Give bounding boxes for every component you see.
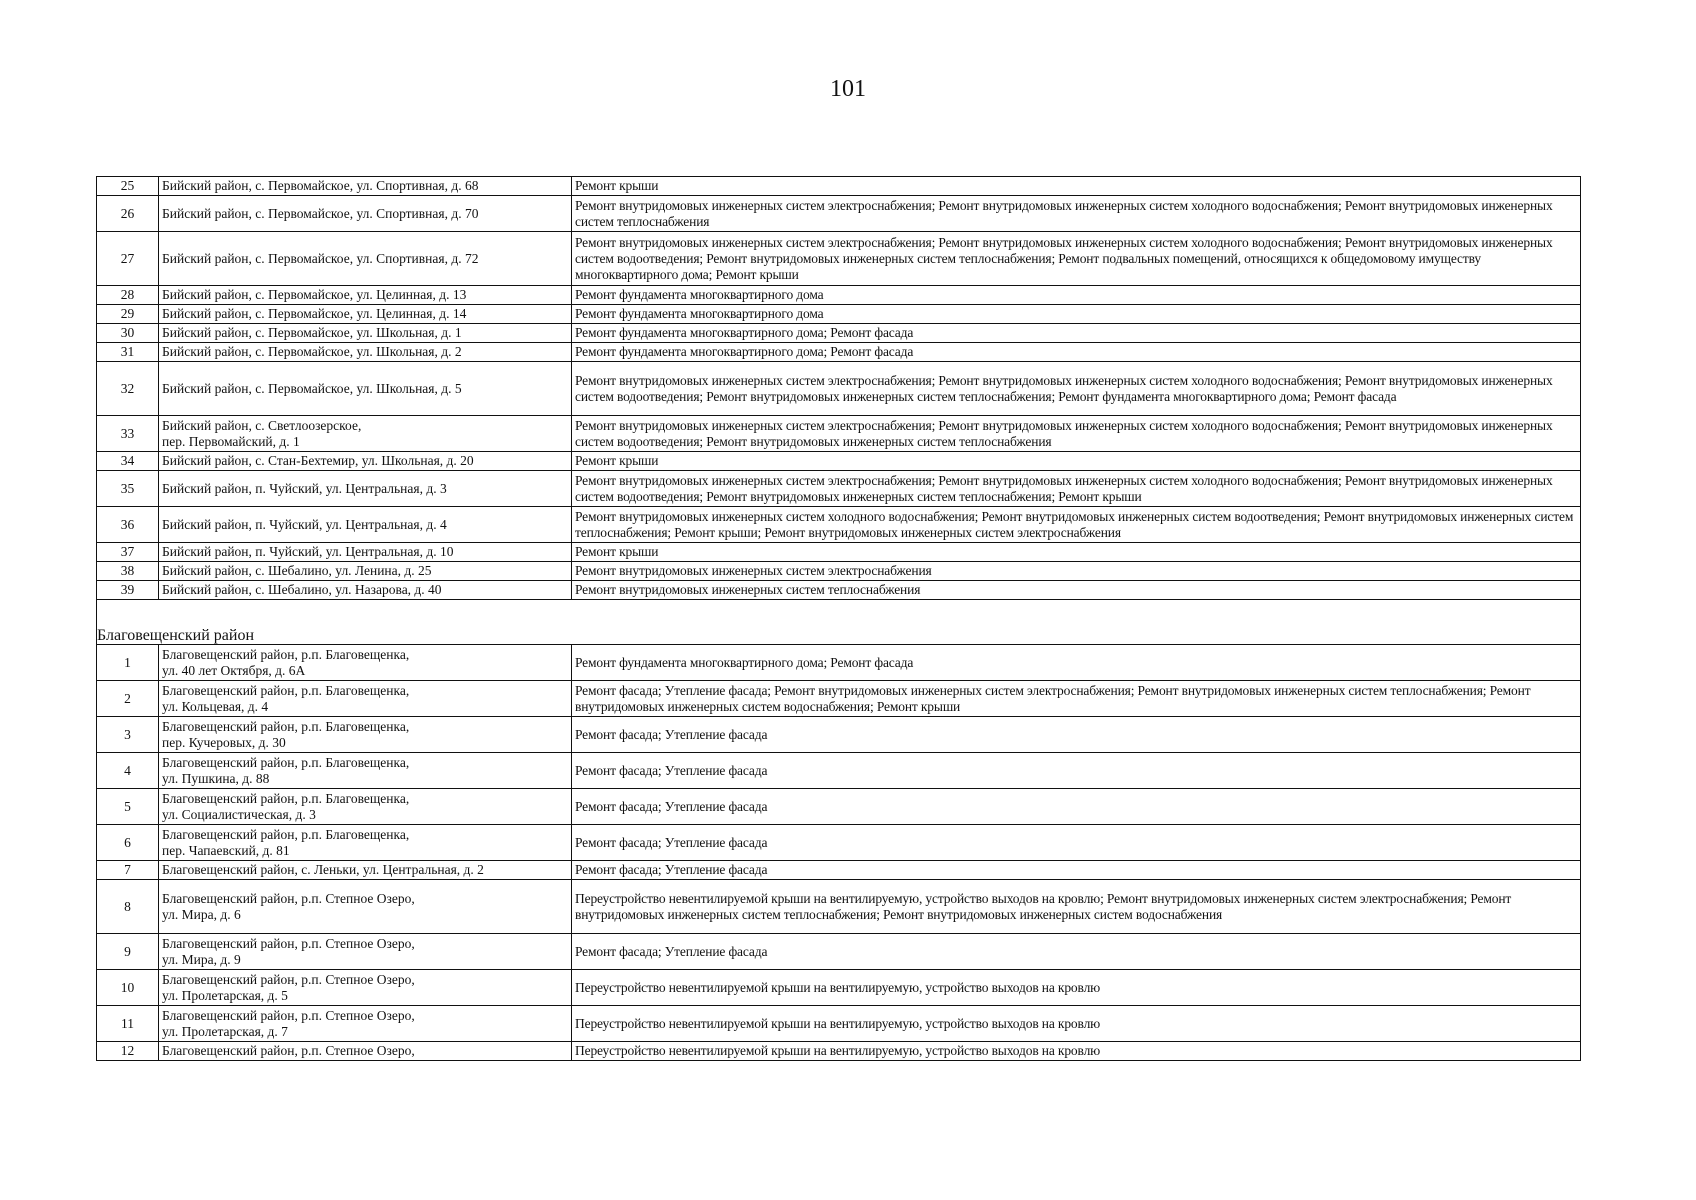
row-number: 28	[97, 286, 159, 305]
table-row	[97, 196, 1581, 232]
table-row	[97, 970, 1581, 1006]
row-address: Благовещенский район, р.п. Благовещенка, ул. Пушкина, д. 88	[159, 753, 572, 789]
row-address: Бийский район, с. Светлоозерское, пер. Первомайский, д. 1	[159, 416, 572, 452]
table-row	[97, 452, 1581, 471]
row-works: Ремонт крыши	[572, 452, 1581, 471]
row-number: 26	[97, 196, 159, 232]
row-works: Ремонт фасада; Утепление фасада	[572, 717, 1581, 753]
row-address: Благовещенский район, р.п. Благовещенка, пер. Чапаевский, д. 81	[159, 825, 572, 861]
row-address: Благовещенский район, р.п. Степное Озеро, ул. Мира, д. 9	[159, 934, 572, 970]
table-section-biysk	[97, 177, 1581, 600]
row-works: Ремонт фасада; Утепление фасада; Ремонт внутридомовых инженерных систем электроснабжения; Ремонт внутридомовых инженерных систем теплоснабжения; Ремонт внутридомовых инженерных систем водоснабжения; Ремонт крыши	[572, 681, 1581, 717]
row-works: Ремонт фасада; Утепление фасада	[572, 825, 1581, 861]
row-number: 5	[97, 789, 159, 825]
row-address: Бийский район, с. Стан-Бехтемир, ул. Школьная, д. 20	[159, 452, 572, 471]
row-address: Бийский район, с. Первомайское, ул. Спортивная, д. 68	[159, 177, 572, 196]
table-row	[97, 717, 1581, 753]
row-number: 27	[97, 232, 159, 286]
table-row	[97, 562, 1581, 581]
row-number: 39	[97, 581, 159, 600]
section-header-group	[97, 600, 1581, 645]
row-address: Благовещенский район, р.п. Благовещенка, ул. 40 лет Октября, д. 6А	[159, 645, 572, 681]
row-number: 38	[97, 562, 159, 581]
row-number: 33	[97, 416, 159, 452]
row-number: 2	[97, 681, 159, 717]
row-works: Ремонт фундамента многоквартирного дома	[572, 286, 1581, 305]
row-works: Ремонт внутридомовых инженерных систем электроснабжения; Ремонт внутридомовых инженерных систем холодного водоснабжения; Ремонт внутридомовых инженерных систем теплоснабжения	[572, 196, 1581, 232]
row-number: 4	[97, 753, 159, 789]
row-works: Переустройство невентилируемой крыши на вентилируемую, устройство выходов на кровлю	[572, 1006, 1581, 1042]
table-row	[97, 825, 1581, 861]
row-number: 7	[97, 861, 159, 880]
row-works: Ремонт фасада; Утепление фасада	[572, 789, 1581, 825]
row-address: Благовещенский район, р.п. Степное Озеро,	[159, 1042, 572, 1061]
row-works: Ремонт внутридомовых инженерных систем электроснабжения; Ремонт внутридомовых инженерных систем холодного водоснабжения; Ремонт внутридомовых инженерных систем водоотведения; Ремонт внутридомовых инженерных систем теплоснабжения	[572, 416, 1581, 452]
row-number: 32	[97, 362, 159, 416]
row-works: Ремонт внутридомовых инженерных систем электроснабжения; Ремонт внутридомовых инженерных систем холодного водоснабжения; Ремонт внутридомовых инженерных систем водоотведения; Ремонт внутридомовых инженерных систем теплоснабжения; Ремонт подвальных помещений, относящихся к общедомовому имуществу многоквартирного дома; Ремонт крыши	[572, 232, 1581, 286]
row-address: Бийский район, с. Первомайское, ул. Школьная, д. 1	[159, 324, 572, 343]
row-works: Ремонт внутридомовых инженерных систем холодного водоснабжения; Ремонт внутридомовых инженерных систем водоотведения; Ремонт внутридомовых инженерных систем теплоснабжения; Ремонт крыши; Ремонт внутридомовых инженерных систем электроснабжения	[572, 507, 1581, 543]
section-title-row	[97, 624, 1581, 645]
row-works: Переустройство невентилируемой крыши на вентилируемую, устройство выходов на кровлю	[572, 1042, 1581, 1061]
table-row	[97, 581, 1581, 600]
row-address: Благовещенский район, р.п. Благовещенка, ул. Кольцевая, д. 4	[159, 681, 572, 717]
section-spacer-cell	[97, 600, 1581, 625]
table-section-blagoveshchensk	[97, 645, 1581, 1061]
row-works: Ремонт фасада; Утепление фасада	[572, 861, 1581, 880]
table-row	[97, 286, 1581, 305]
table-row	[97, 471, 1581, 507]
row-works: Ремонт внутридомовых инженерных систем электроснабжения; Ремонт внутридомовых инженерных систем холодного водоснабжения; Ремонт внутридомовых инженерных систем водоотведения; Ремонт внутридомовых инженерных систем теплоснабжения; Ремонт фундамента многоквартирного дома; Ремонт фасада	[572, 362, 1581, 416]
row-works: Ремонт фундамента многоквартирного дома	[572, 305, 1581, 324]
row-address: Благовещенский район, с. Леньки, ул. Центральная, д. 2	[159, 861, 572, 880]
row-number: 34	[97, 452, 159, 471]
table-row	[97, 1006, 1581, 1042]
table-row	[97, 305, 1581, 324]
row-works: Ремонт фундамента многоквартирного дома; Ремонт фасада	[572, 324, 1581, 343]
row-works: Ремонт крыши	[572, 177, 1581, 196]
row-number: 8	[97, 880, 159, 934]
repair-program-table	[96, 176, 1581, 1061]
row-number: 31	[97, 343, 159, 362]
row-works: Ремонт фасада; Утепление фасада	[572, 753, 1581, 789]
row-number: 35	[97, 471, 159, 507]
row-works: Ремонт внутридомовых инженерных систем электроснабжения; Ремонт внутридомовых инженерных систем холодного водоснабжения; Ремонт внутридомовых инженерных систем водоотведения; Ремонт внутридомовых инженерных систем теплоснабжения; Ремонт крыши	[572, 471, 1581, 507]
table-row	[97, 681, 1581, 717]
table-row	[97, 324, 1581, 343]
row-works: Ремонт фундамента многоквартирного дома; Ремонт фасада	[572, 343, 1581, 362]
row-works: Ремонт крыши	[572, 543, 1581, 562]
row-address: Благовещенский район, р.п. Благовещенка, ул. Социалистическая, д. 3	[159, 789, 572, 825]
row-works: Ремонт фундамента многоквартирного дома; Ремонт фасада	[572, 645, 1581, 681]
row-address: Благовещенский район, р.п. Степное Озеро, ул. Пролетарская, д. 7	[159, 1006, 572, 1042]
row-address: Бийский район, с. Первомайское, ул. Целинная, д. 13	[159, 286, 572, 305]
row-address: Бийский район, с. Первомайское, ул. Спортивная, д. 70	[159, 196, 572, 232]
row-address: Бийский район, с. Шебалино, ул. Назарова, д. 40	[159, 581, 572, 600]
row-works: Переустройство невентилируемой крыши на вентилируемую, устройство выходов на кровлю; Ремонт внутридомовых инженерных систем электроснабжения; Ремонт внутридомовых инженерных систем теплоснабжения; Ремонт внутридомовых инженерных систем водоснабжения	[572, 880, 1581, 934]
row-address: Бийский район, с. Первомайское, ул. Спортивная, д. 72	[159, 232, 572, 286]
row-works: Ремонт фасада; Утепление фасада	[572, 934, 1581, 970]
row-address: Благовещенский район, р.п. Степное Озеро, ул. Мира, д. 6	[159, 880, 572, 934]
table-row	[97, 645, 1581, 681]
section-spacer-row	[97, 600, 1581, 625]
row-number: 25	[97, 177, 159, 196]
row-address: Бийский район, с. Первомайское, ул. Школьная, д. 2	[159, 343, 572, 362]
row-address: Бийский район, п. Чуйский, ул. Центральная, д. 4	[159, 507, 572, 543]
row-works: Переустройство невентилируемой крыши на вентилируемую, устройство выходов на кровлю	[572, 970, 1581, 1006]
table-row	[97, 934, 1581, 970]
row-number: 37	[97, 543, 159, 562]
table-row	[97, 507, 1581, 543]
table-row	[97, 416, 1581, 452]
row-address: Благовещенский район, р.п. Благовещенка, пер. Кучеровых, д. 30	[159, 717, 572, 753]
row-address: Бийский район, с. Шебалино, ул. Ленина, д. 25	[159, 562, 572, 581]
row-address: Бийский район, с. Первомайское, ул. Школьная, д. 5	[159, 362, 572, 416]
row-number: 29	[97, 305, 159, 324]
table-row	[97, 880, 1581, 934]
section-title: Благовещенский район	[97, 624, 1581, 645]
table-row	[97, 543, 1581, 562]
row-number: 36	[97, 507, 159, 543]
row-number: 9	[97, 934, 159, 970]
row-address: Благовещенский район, р.п. Степное Озеро, ул. Пролетарская, д. 5	[159, 970, 572, 1006]
row-works: Ремонт внутридомовых инженерных систем теплоснабжения	[572, 581, 1581, 600]
row-address: Бийский район, с. Первомайское, ул. Целинная, д. 14	[159, 305, 572, 324]
row-works: Ремонт внутридомовых инженерных систем электроснабжения	[572, 562, 1581, 581]
row-number: 6	[97, 825, 159, 861]
row-number: 12	[97, 1042, 159, 1061]
table-row	[97, 789, 1581, 825]
row-number: 10	[97, 970, 159, 1006]
table-row	[97, 343, 1581, 362]
row-number: 3	[97, 717, 159, 753]
table-row	[97, 232, 1581, 286]
row-number: 30	[97, 324, 159, 343]
row-number: 1	[97, 645, 159, 681]
table-row	[97, 177, 1581, 196]
table-row	[97, 1042, 1581, 1061]
table-row	[97, 753, 1581, 789]
row-address: Бийский район, п. Чуйский, ул. Центральная, д. 10	[159, 543, 572, 562]
page-number: 101	[830, 76, 866, 102]
row-number: 11	[97, 1006, 159, 1042]
row-address: Бийский район, п. Чуйский, ул. Центральная, д. 3	[159, 471, 572, 507]
table-row	[97, 362, 1581, 416]
table-row	[97, 861, 1581, 880]
